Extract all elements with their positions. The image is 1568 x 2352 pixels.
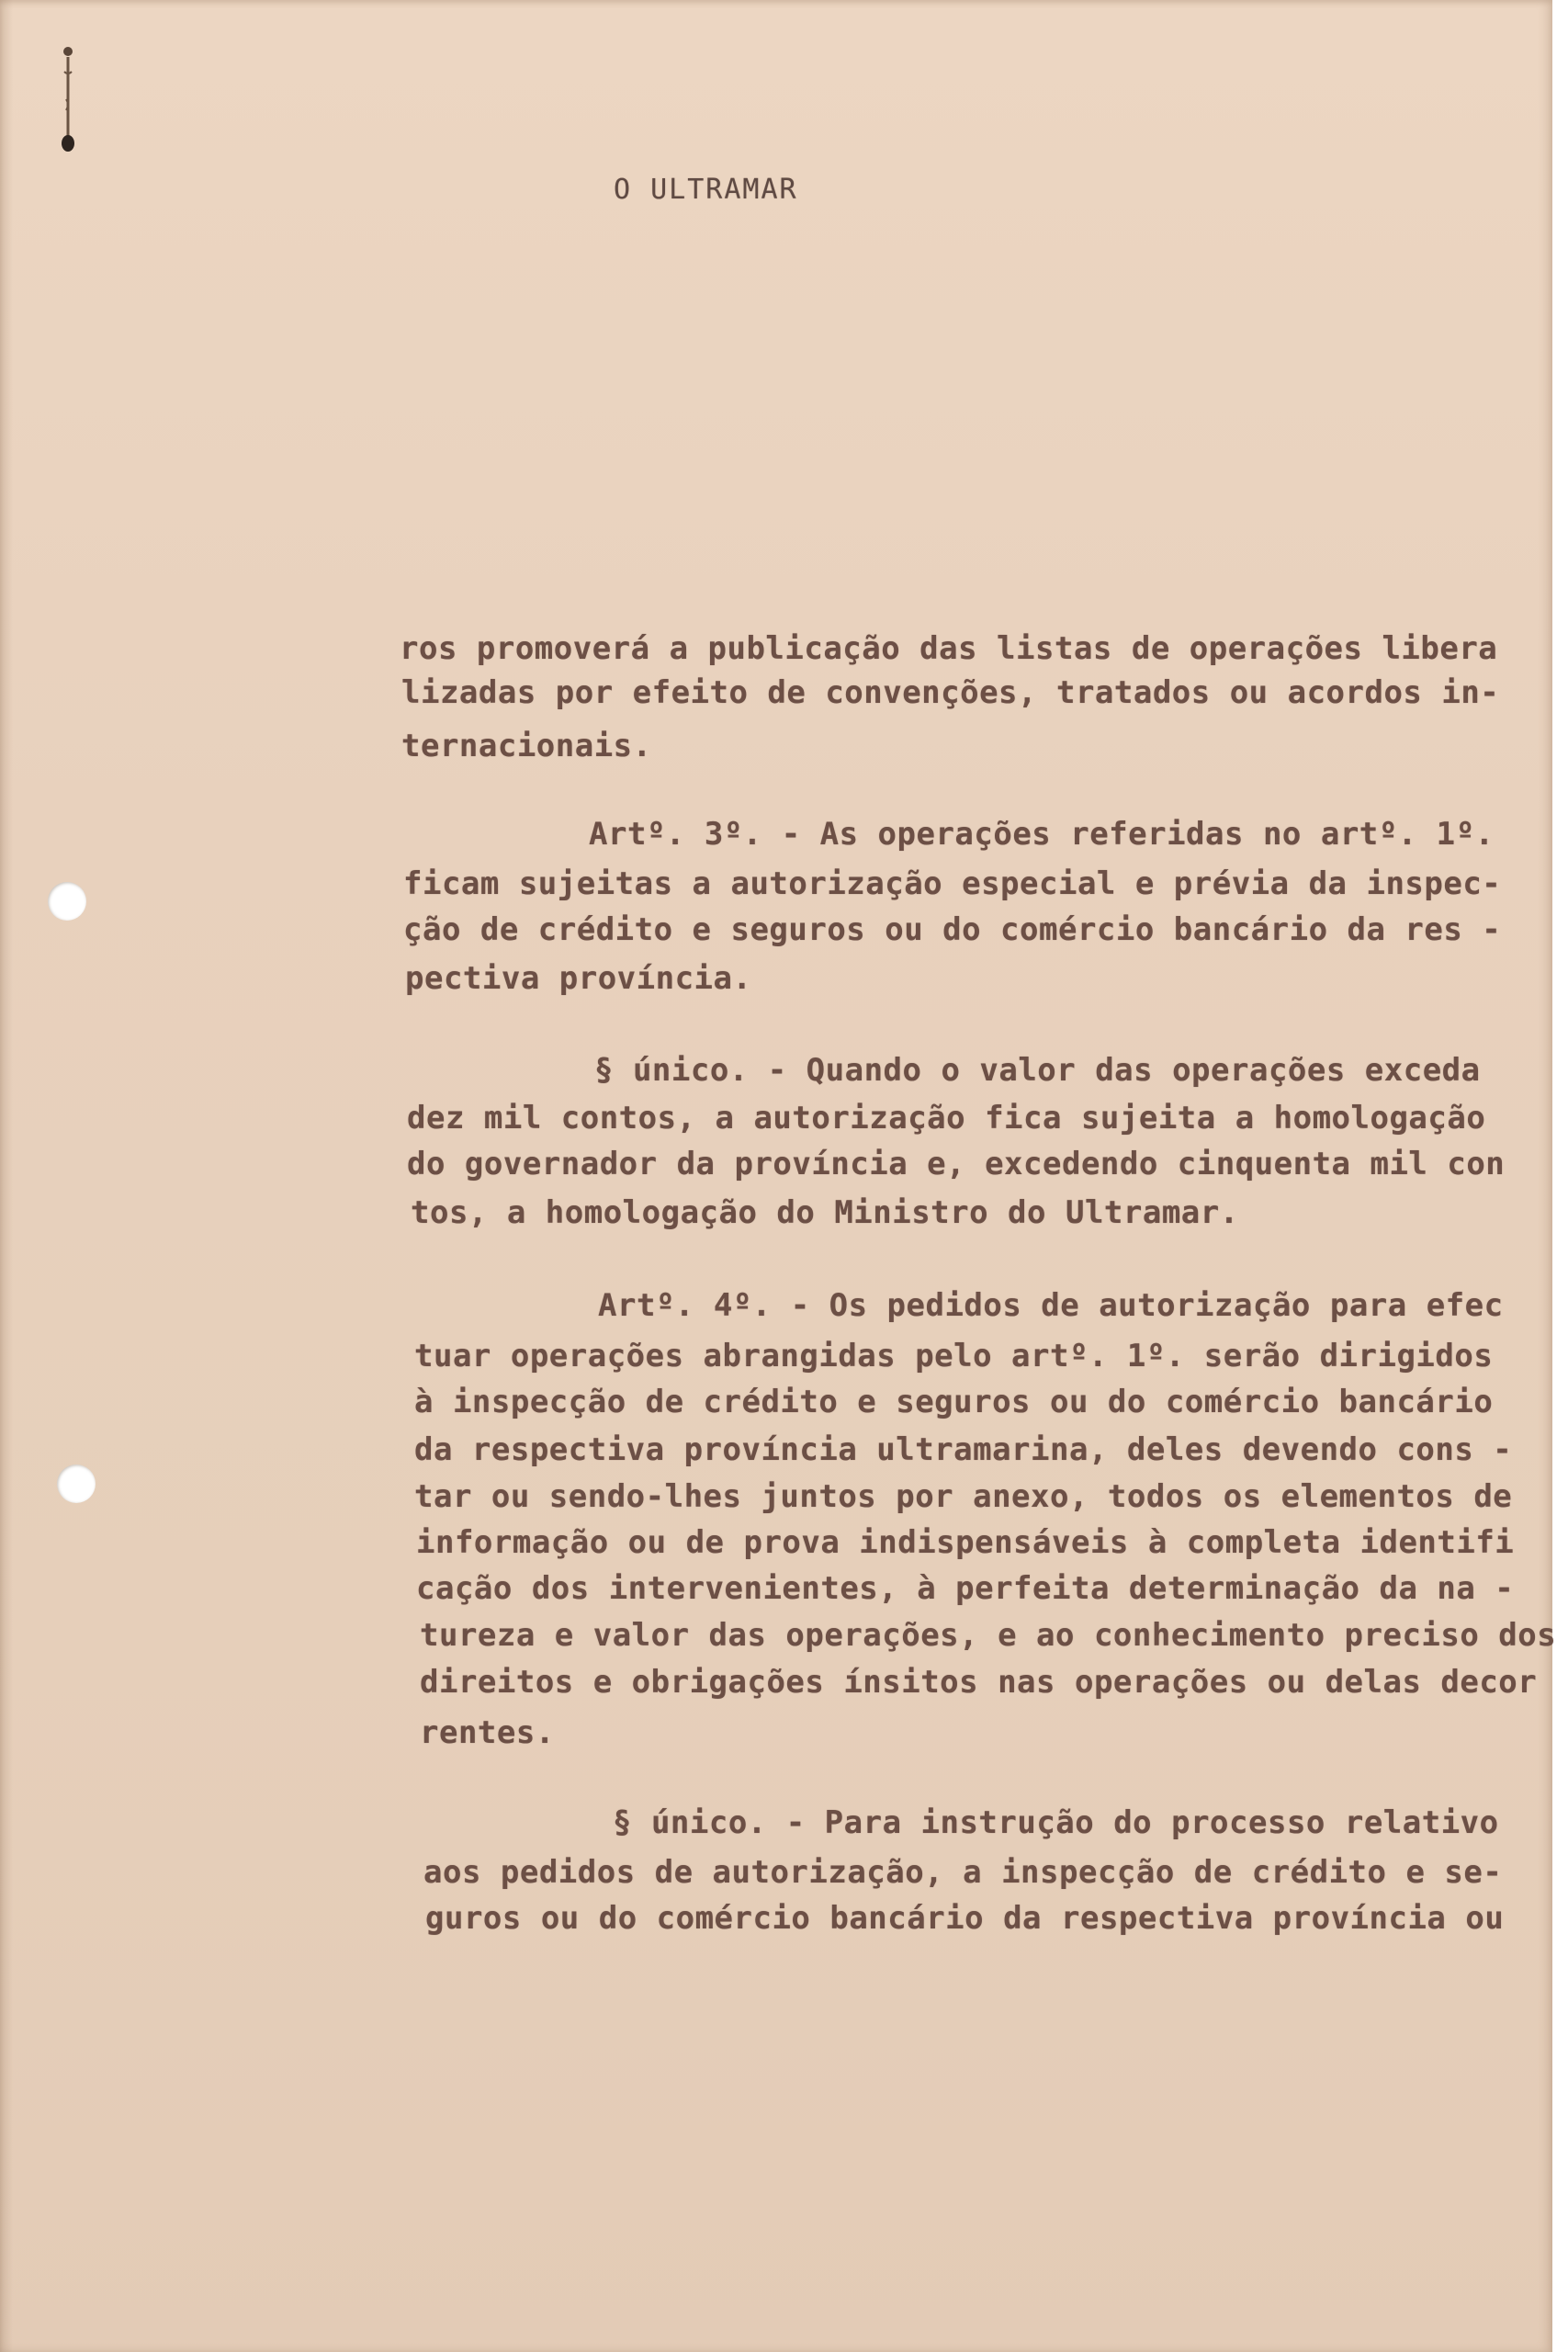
punch-hole [57, 1464, 96, 1503]
text-line: lizadas por efeito de convenções, tratados ou acordos in- [401, 674, 1500, 711]
text-line: do governador da província e, excedendo cinquenta mil con [407, 1146, 1506, 1182]
text-line: ros promoverá a publicação das listas de operações libera [400, 630, 1498, 667]
text-line: tos, a homologação do Ministro do Ultramar. [411, 1194, 1239, 1231]
text-line: informação ou de prova indispensáveis à completa identifi [416, 1524, 1515, 1561]
text-line: aos pedidos de autorização, a inspecção de crédito e se- [423, 1854, 1503, 1891]
text-line: tuar operações abrangidas pelo artº. 1º. serão dirigidos [414, 1338, 1494, 1374]
page-header: O ULTRAMAR [614, 174, 798, 206]
paper-edge-shadow [0, 0, 13, 2352]
text-line: ficam sujeitas a autorização especial e prévia da inspec- [403, 865, 1502, 902]
punch-hole [48, 882, 86, 921]
text-line: tureza e valor das operações, e ao conhecimento preciso dos [420, 1617, 1557, 1654]
text-line: guros ou do comércio bancário da respectiva província ou [425, 1900, 1505, 1937]
text-line: § único. - Quando o valor das operações exceda [594, 1052, 1481, 1089]
text-line: rentes. [420, 1714, 555, 1751]
staple-icon [57, 44, 79, 154]
text-line: dez mil contos, a autorização fica sujeita a homologação [407, 1100, 1486, 1136]
text-line: Artº. 3º. - As operações referidas no artº. 1º. [589, 816, 1495, 853]
text-line: pectiva província. [405, 960, 752, 997]
text-line: cação dos intervenientes, à perfeita determinação da na - [416, 1570, 1515, 1607]
text-line: § único. - Para instrução do processo relativo [613, 1804, 1499, 1841]
text-line: direitos e obrigações ínsitos nas operações ou delas decor [420, 1664, 1538, 1701]
text-line: ção de crédito e seguros ou do comércio bancário da res - [403, 911, 1502, 948]
text-line: tar ou sendo-lhes juntos por anexo, todos os elementos de [414, 1478, 1513, 1515]
text-line: à inspecção de crédito e seguros ou do comércio bancário [414, 1384, 1494, 1420]
text-line: Artº. 4º. - Os pedidos de autorização para efec [598, 1287, 1504, 1324]
text-line: ternacionais. [401, 728, 652, 764]
text-line: da respectiva província ultramarina, deles devendo cons - [414, 1431, 1513, 1468]
